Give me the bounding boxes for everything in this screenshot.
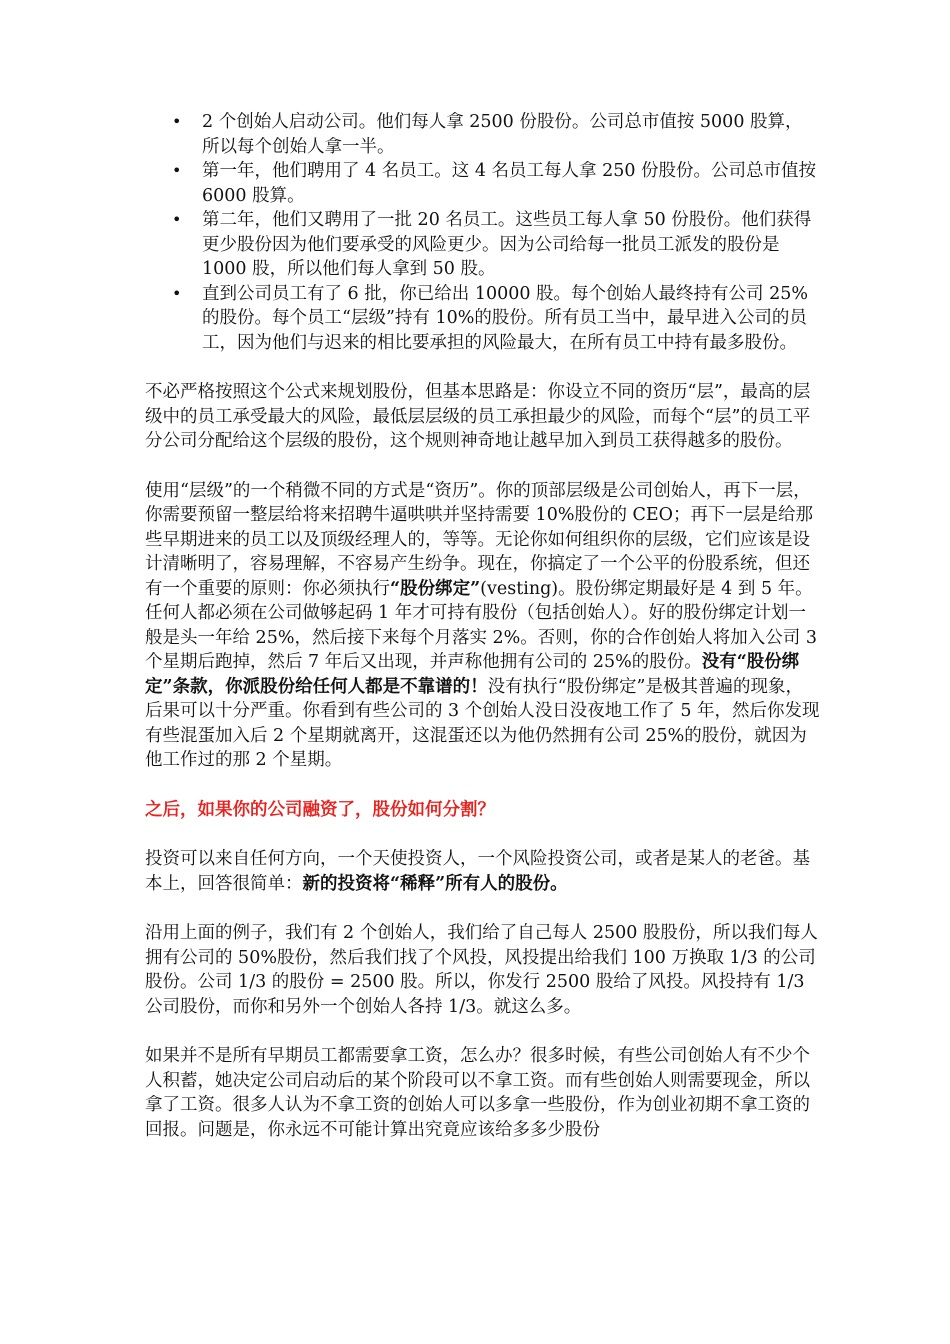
text-run: 投资可以来自任何方向，一个天使投资人，一个风险投资公司，或者是某人的老爸。基本上，回答很简单：: [145, 849, 810, 894]
text-run: 没有执行“股份绑定”是极其普遍的现象，后果可以十分严重。你看到有些公司的 3 个创始人没日没夜地工作了 5 年，然后你发现有些混蛋加入后 2 个星期就离开，这混蛋还以为他仍然拥有公司 25%的股份，就因为他工作过的那 2 个星期。: [145, 676, 820, 770]
paragraph-salary: 如果并不是所有早期员工都需要拿工资，怎么办？很多时候，有些公司创始人有不少个人积蓄，她决定公司启动后的某个阶段可以不拿工资。而有些创始人则需要现金，所以拿了工资。很多人认为不拿工资的创始人可以多拿一些股份，作为创业初期不拿工资的回报。问题是，你永远不可能计算出究竟应该给多多少股份: [145, 1046, 810, 1140]
paragraph-tiers: 不必严格按照这个公式来规划股份，但基本思路是：你设立不同的资历“层”，最高的层级中的员工承受最大的风险，最低层层级的员工承担最少的风险，而每个“层”的员工平分公司分配给这个层级的股份，这个规则神奇地让越早加入到员工获得越多的股份。: [145, 382, 811, 451]
emphasis-warning: 没有“股份绑定”条款，你派股份给任何人都是不靠谱的！: [145, 652, 800, 697]
list-item: • 第一年，他们聘用了 4 名员工。这 4 名员工每人拿 250 份股份。公司总市值按 6000 股算。: [145, 159, 820, 208]
bullet-list: [145, 110, 820, 355]
emphasis-vesting: “股份绑定”: [390, 578, 481, 599]
paragraph-vesting: [145, 479, 820, 773]
emphasis-dilution: 新的投资将“稀释”所有人的股份。: [302, 873, 568, 894]
list-item: • 第二年，他们又聘用了一批 20 名员工。这些员工每人拿 50 份股份。他们获得更少股份因为他们要承受的风险更少。因为公司给每一批员工派发的股份是 1000 股，所以他们每人拿到 50 股。: [145, 208, 820, 282]
section-heading: 之后，如果你的公司融资了，股份如何分割？: [145, 799, 495, 820]
list-item: • 直到公司员工有了 6 批，你已给出 10000 股。每个创始人最终持有公司 25%的股份。每个员工“层级”持有 10%的股份。所有员工当中，最早进入公司的员工，因为他们与迟来的相比要承担的风险最大，在所有员工中持有最多股份。: [145, 282, 820, 356]
list-item: • 2 个创始人启动公司。他们每人拿 2500 份股份。公司总市值按 5000 股算，所以每个创始人拿一半。: [145, 110, 820, 159]
text-run: (vesting)。股份绑定期最好是 4 到 5 年。任何人都必须在公司做够起码 1 年才可持有股份（包括创始人）。好的股份绑定计划一般是头一年给 25%，然后接下来每个月落实 2%。否则，你的合作创始人将加入公司 3 个星期后跑掉，然后 7 年后又出现，并声称他拥有公司的 25%的股份。: [145, 578, 817, 672]
paragraph-example: 沿用上面的例子，我们有 2 个创始人，我们给了自己每人 2500 股股份，所以我们每人拥有公司的 50%股份，然后我们找了个风投，风投提出给我们 100 万换取 1/3 的公司股份。公司 1/3 的股份 = 2500 股。所以，你发行 2500 股给了风投。风投持有 1/3 公司股份，而你和另外一个创始人各持 1/3。就这么多。: [145, 923, 818, 1017]
text-run: 使用“层级”的一个稍微不同的方式是“资历”。你的顶部层级是公司创始人，再下一层，你需要预留一整层给将来招聘牛逼哄哄并坚持需要 10%股份的 CEO；再下一层是给那些早期进来的员工以及顶级经理人的，等等。无论你如何组织你的层级，它们应该是设计清晰明了，容易理解，不容易产生纷争。现在，你搞定了一个公平的份股系统，但还有一个重要的原则：你必须执行: [145, 480, 814, 599]
paragraph-investment: [145, 847, 820, 896]
document-page: [145, 110, 820, 1142]
